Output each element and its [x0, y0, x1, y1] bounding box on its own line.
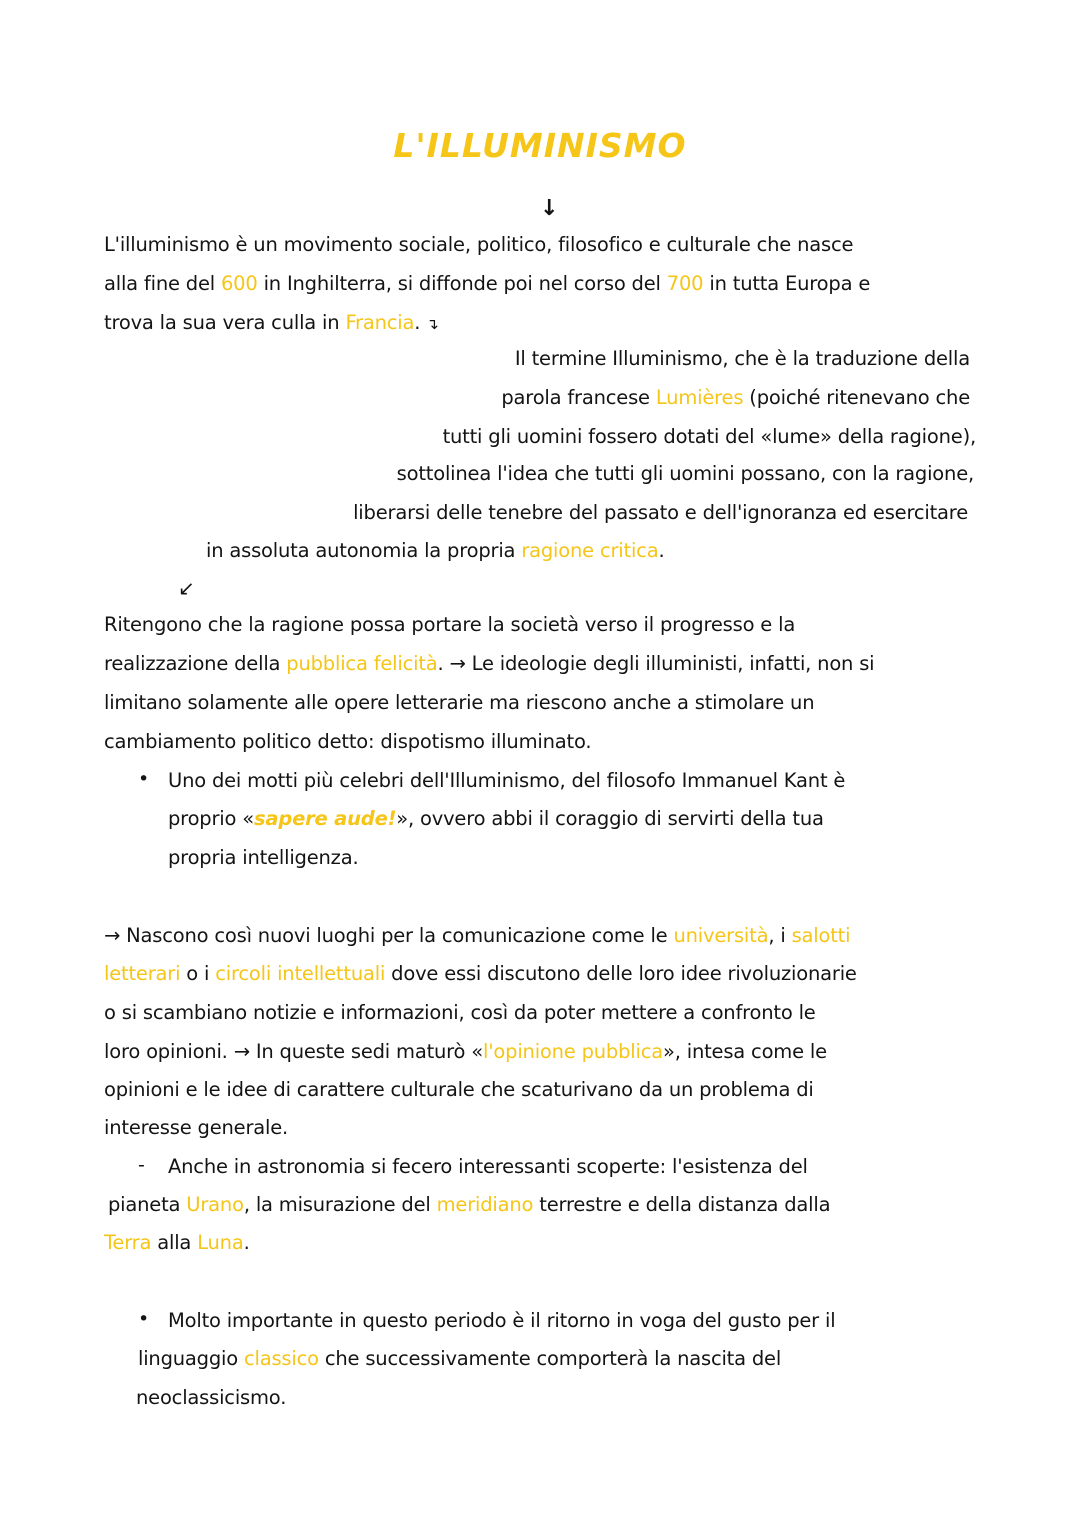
text: proprio «: [168, 807, 254, 830]
text: », ovvero abbi il coraggio di servirti della tua: [396, 807, 824, 830]
term-line-1: Il termine Illuminismo, che è la traduzione della: [514, 347, 970, 370]
highlight-luna: Luna: [197, 1231, 244, 1254]
places-line-5: opinioni e le idee di carattere culturale che scaturivano da un problema di: [104, 1078, 814, 1101]
highlight-classico: classico: [243, 1347, 319, 1370]
down-arrow-icon: ↓: [540, 196, 559, 221]
places-line-1: [104, 923, 850, 949]
text: terrestre e della distanza dalla: [533, 1193, 831, 1216]
curved-arrow-icon: ↴: [426, 315, 439, 333]
astro-line-3: [104, 1230, 250, 1256]
text: .: [437, 652, 450, 675]
text: alla: [151, 1231, 198, 1254]
astro-line-2: [108, 1192, 830, 1218]
dash-icon: -: [138, 1154, 145, 1176]
intro-line-3: [104, 310, 439, 337]
highlight-sapere-aude: sapere aude!: [253, 807, 397, 830]
text: trova la sua vera culla in: [104, 311, 346, 334]
reason-line-1: Ritengono che la ragione possa portare la società verso il progresso e la: [104, 613, 796, 636]
text: .: [414, 311, 421, 334]
term-line-3: tutti gli uomini fossero dotati del «lume» della ragione),: [442, 425, 976, 448]
kant-line-1: Uno dei motti più celebri dell'Illuminismo, del filosofo Immanuel Kant è: [168, 769, 846, 792]
highlight-opinione-pubblica: l'opinione pubblica: [483, 1040, 663, 1063]
text: in tutta Europa e: [703, 272, 871, 295]
highlight-terra: Terra: [104, 1231, 152, 1254]
highlight-universita: università: [673, 924, 769, 947]
highlight-circoli: circoli intellettuali: [215, 962, 386, 985]
highlight-ragione-critica: ragione critica: [521, 539, 659, 562]
term-line-5: liberarsi delle tenebre del passato e dell'ignoranza ed esercitare: [353, 501, 968, 524]
highlight-meridiano: meridiano: [436, 1193, 534, 1216]
text: , la misurazione del: [243, 1193, 437, 1216]
right-arrow-icon: →: [233, 1040, 250, 1063]
text: Le ideologie degli illuministi, infatti, non si: [465, 652, 875, 675]
intro-line-1: L'illuminismo è un movimento sociale, politico, filosofico e culturale che nasce: [104, 233, 854, 256]
reason-line-4: cambiamento politico detto: dispotismo illuminato.: [104, 730, 592, 753]
kant-line-2: [168, 806, 824, 832]
text: in assoluta autonomia la propria: [206, 539, 522, 562]
reason-line-3: limitano solamente alle opere letterarie ma riescono anche a stimolare un: [104, 691, 815, 714]
highlight-urano: Urano: [186, 1193, 244, 1216]
term-line-2: [501, 385, 970, 411]
classic-line-1: Molto importante in questo periodo è il ritorno in voga del gusto per il: [168, 1309, 836, 1332]
classic-line-2: [138, 1346, 781, 1372]
highlight-francia: Francia: [345, 311, 415, 334]
places-line-6: interesse generale.: [104, 1116, 289, 1139]
text: In queste sedi maturò «: [249, 1040, 484, 1063]
text: (poiché ritenevano che: [743, 386, 970, 409]
term-line-4: sottolinea l'idea che tutti gli uomini possano, con la ragione,: [396, 462, 974, 485]
text: .: [243, 1231, 250, 1254]
page-title: L'ILLUMINISMO: [393, 126, 687, 165]
kant-line-3: propria intelligenza.: [168, 846, 359, 869]
text: loro opinioni.: [104, 1040, 234, 1063]
text: o i: [180, 962, 216, 985]
highlight-600: 600: [220, 272, 258, 295]
places-line-2: [104, 961, 857, 987]
text: .: [658, 539, 665, 562]
text: Nascono così nuovi luoghi per la comunicazione come le: [120, 924, 674, 947]
intro-line-2: [104, 271, 870, 297]
diagonal-arrow-icon: ↙: [178, 576, 195, 600]
bullet-icon: •: [138, 768, 150, 790]
places-line-4: [104, 1039, 827, 1065]
text: », intesa come le: [663, 1040, 827, 1063]
classic-line-3: neoclassicismo.: [136, 1386, 287, 1409]
astro-line-1: Anche in astronomia si fecero interessanti scoperte: l'esistenza del: [168, 1155, 808, 1178]
right-arrow-icon: →: [449, 652, 466, 675]
highlight-salotti: salotti: [791, 924, 851, 947]
text: linguaggio: [138, 1347, 244, 1370]
highlight-lumieres: Lumières: [655, 386, 744, 409]
text: parola francese: [501, 386, 656, 409]
highlight-700: 700: [666, 272, 704, 295]
text: pianeta: [108, 1193, 187, 1216]
text: realizzazione della: [104, 652, 287, 675]
right-arrow-icon: →: [104, 924, 121, 947]
term-line-6: [206, 538, 664, 564]
text: che successivamente comporterà la nascita del: [318, 1347, 782, 1370]
reason-line-2: [104, 651, 874, 677]
text: dove essi discutono delle loro idee rivoluzionarie: [385, 962, 857, 985]
highlight-letterari: letterari: [104, 962, 181, 985]
bullet-icon: •: [138, 1308, 150, 1330]
text: alla fine del: [104, 272, 221, 295]
text: , i: [768, 924, 792, 947]
places-line-3: o si scambiano notizie e informazioni, così da poter mettere a confronto le: [104, 1001, 816, 1024]
highlight-pubblica-felicita: pubblica felicità: [286, 652, 438, 675]
text: in Inghilterra, si diffonde poi nel corso del: [257, 272, 667, 295]
